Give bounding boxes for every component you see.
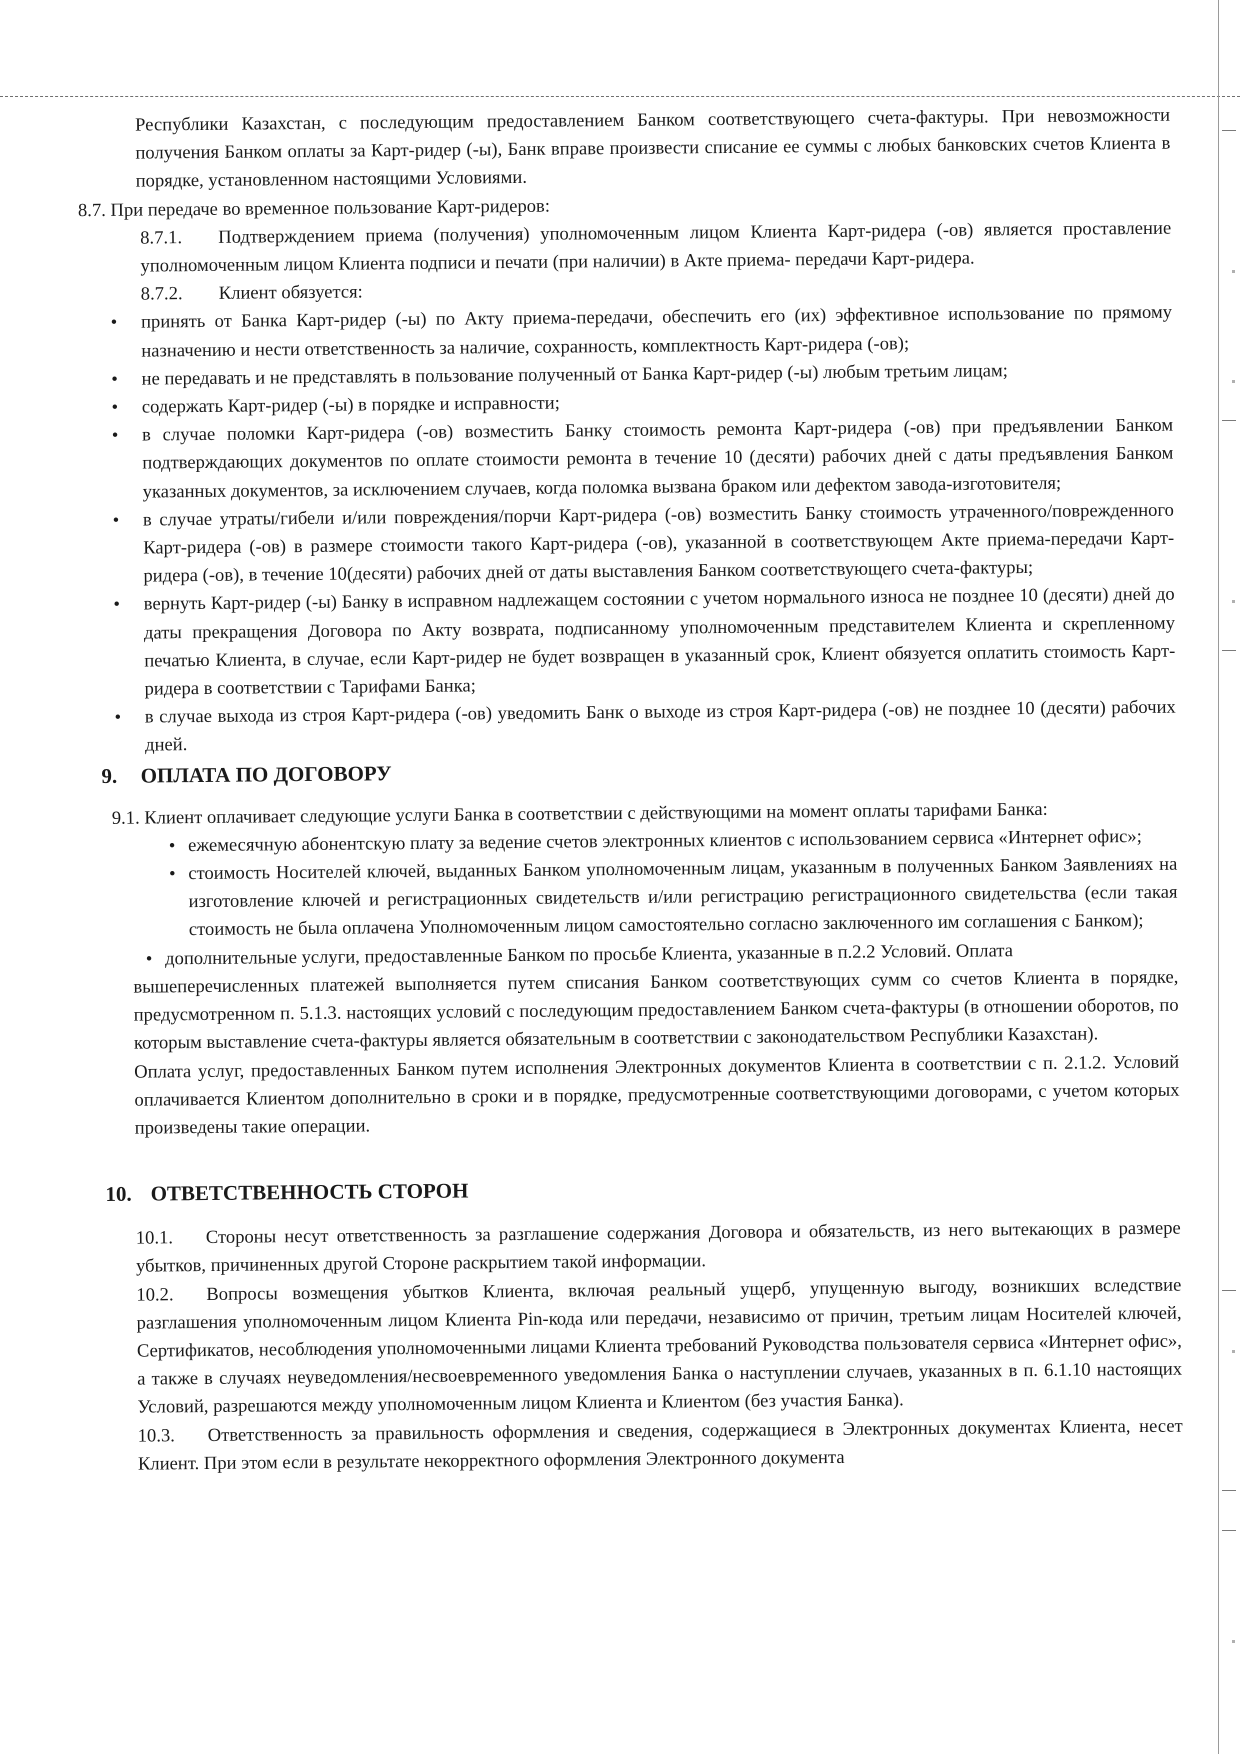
scan-edge-mark xyxy=(1222,1290,1236,1291)
section-number: 10. xyxy=(105,1181,132,1207)
scan-edge-line xyxy=(1218,0,1219,1754)
scan-speck xyxy=(1232,270,1235,273)
list-item: • дополнительные услуги, предоставленные Банком по просьбе Клиента, указанные в п.2.2 Условий. Оплата xyxy=(145,939,1014,970)
section-8-7-lead: 8.7. При передаче во временное пользование Карт-ридеров: xyxy=(77,195,551,221)
continuation-paragraph: Республики Казахстан, с последующим предоставлением Банком соответствующего счета-фактуры. При невозможности получения Банком оплаты за Карт-ридер (-ы), Банк вправе произвести списание ее суммы с любых банковских счетов Клиента в порядке, установленном настоящими Условиями. xyxy=(135,104,1171,193)
section-title: ОТВЕТСТВЕННОСТЬ СТОРОН xyxy=(150,1178,469,1206)
obligations-list xyxy=(97,299,1176,761)
list-item: • в случае выхода из строя Карт-ридера (-ов) уведомить Банк о выходе из строя Карт-ридера (-ов) не позднее 10 (десяти) рабочих дней. xyxy=(114,696,1176,757)
clause-number: 10.3. xyxy=(137,1424,175,1447)
clause-text: Стороны несут ответственность за разглашение содержания Договора и обязательств, из него вытекающих в размере убытков, причиненных другой Стороне раскрытием такой информации. xyxy=(135,1217,1181,1277)
scan-edge-mark xyxy=(1222,130,1236,131)
scan-speck xyxy=(1232,1350,1235,1353)
list-item: • содержать Карт-ридер (-ы) в порядке и исправности; xyxy=(111,392,560,418)
scan-edge-mark xyxy=(1222,650,1236,651)
scan-edge-mark xyxy=(1222,1490,1236,1491)
section-title: ОПЛАТА ПО ДОГОВОРУ xyxy=(140,760,392,788)
clause-text: Вопросы возмещения убытков Клиента, включая реальный ущерб, упущенную выгоду, возникших вследствие разглашения уполномоченным лицом Клиента Pin-кода или передачи, независимо от причин, третьим лицам Носителей ключей, Сертификатов, несоблюдения уполномоченными лицами Клиента требований Руководства пользователя сервиса «Интернет офис», а также в случаях неуведомления/несвоевременного уведомления Банка о наступлении случаев, указанных в п. 6.1.10 настоящих Условий, разрешаются между уполномоченным лицом Клиента и Клиентом (без участия Банка). xyxy=(136,1274,1183,1418)
payment-procedure-paragraph: вышеперечисленных платежей выполняется путем списания Банком соответствующих сумм со счетов Клиента в порядке, предусмотренном п. 5.1.3. настоящих условий с последующим предоставлением Банком счета-фактуры (в отношении оборотов, по которым выставление счета-фактуры является обязательным в соответствии с законодательством Республики Казахстан). xyxy=(133,966,1179,1054)
clause-number: 10.1. xyxy=(135,1227,174,1249)
document-page xyxy=(77,102,1183,1479)
clause-number: 8.7.1. xyxy=(140,226,183,249)
list-item: • в случае утраты/гибели и/или повреждения/порчи Карт-ридера (-ов) возместить Банку стоимость утраченного/поврежденного Карт-ридера (-ов) в размере стоимости такого Карт-ридера (-ов), указанной в соответствующем Акте приема-передачи Карт-ридера (-ов), в течение 10(десяти) рабочих дней от даты выставления Банком соответствующего счета-фактуры; xyxy=(112,499,1175,587)
list-item: • не передавать и не представлять в пользование полученный от Банка Карт-ридер (-ы) любым третьим лицам; xyxy=(111,360,1008,390)
clause-number: 8.7.2. xyxy=(140,283,183,305)
payment-final-paragraph: Оплата услуг, предоставленных Банком путем исполнения Электронных документов Клиента в соответствии с п. 2.1.2. Условий оплачивается Клиентом дополнительно в сроки и в порядке, предусмотренные соответствующими договорами, с учетом которых произведены такие операции. xyxy=(134,1051,1180,1139)
scan-edge-mark xyxy=(1222,420,1236,421)
clause-text: Подтверждением приема (получения) уполномоченным лицом Клиента Карт-ридера (-ов) является проставление уполномоченным лицом Клиента подписи и печати (при наличии) в Акте приема- передачи Карт-ридера. xyxy=(140,217,1172,277)
scan-speck xyxy=(1232,380,1235,383)
scan-speck xyxy=(1232,600,1235,603)
clause-10-2 xyxy=(106,1271,1182,1422)
list-item: • в случае поломки Карт-ридера (-ов) возместить Банку стоимость ремонта Карт-ридера (-ов) при предъявлении Банком подтверждающих документов по оплате стоимости ремонта в течение 10 (десяти) рабочих дней с даты предъявления Банком указанных документов, за исключением случаев, когда поломка вызвана браком или дефектом завода-изготовителя; xyxy=(111,414,1174,503)
section-number: 9. xyxy=(101,763,118,788)
list-item: • принять от Банка Карт-ридер (-ы) по Акту приема-передачи, обеспечить его (их) эффективное использование по прямому назначению и нести ответственность за наличие, сохранность, комплектность Карт-ридера (-ов); xyxy=(110,302,1173,362)
list-item: • ежемесячную абонентскую плату за ведение счетов электронных клиентов с использованием сервиса «Интернет офис»; xyxy=(168,825,1142,857)
clause-10-1 xyxy=(106,1215,1181,1282)
clause-text: Ответственность за правильность оформления и сведения, содержащиеся в Электронных документах Клиента, несет Клиент. При этом если в результате некорректного оформления Электронного документа xyxy=(137,1415,1183,1475)
scan-edge-mark xyxy=(1222,1530,1236,1531)
clause-8-7-1 xyxy=(96,214,1171,281)
payments-list xyxy=(102,823,1178,974)
list-item: • стоимость Носителей ключей, выданных Банком уполномоченным лицам, указанным в полученных Банком Заявлениях на изготовление ключей и регистрационных свидетельств и/или регистрацию регистрационного свидетельства (если такая стоимость не была оплачена Уполномоченным лицом самостоятельно согласно заключенного им соглашения с Банком); xyxy=(168,853,1178,941)
scan-fold-line xyxy=(0,96,1240,97)
clause-9-1: 9.1. Клиент оплачивает следующие услуги Банка в соответствии с действующими на момент оплаты тарифами Банка: xyxy=(111,798,1048,829)
clause-10-3 xyxy=(108,1412,1183,1479)
clause-number: 10.2. xyxy=(136,1283,174,1306)
clause-text: Клиент обязуется: xyxy=(218,281,363,305)
list-item: • вернуть Карт-ридер (-ы) Банку в исправном надлежащем состоянии с учетом нормального износа не позднее 10 (десяти) дней до даты прекращения Договора по Акту возврата, подписанному уполномоченным представителем Клиента и скрепленному печатью Клиента, в случае, если Карт-ридер не будет возвращен в указанный срок, Клиент обязуется оплатить стоимость Карт-ридера в соответствии с Тарифами Банка; xyxy=(113,584,1176,700)
scan-speck xyxy=(1232,1640,1235,1643)
